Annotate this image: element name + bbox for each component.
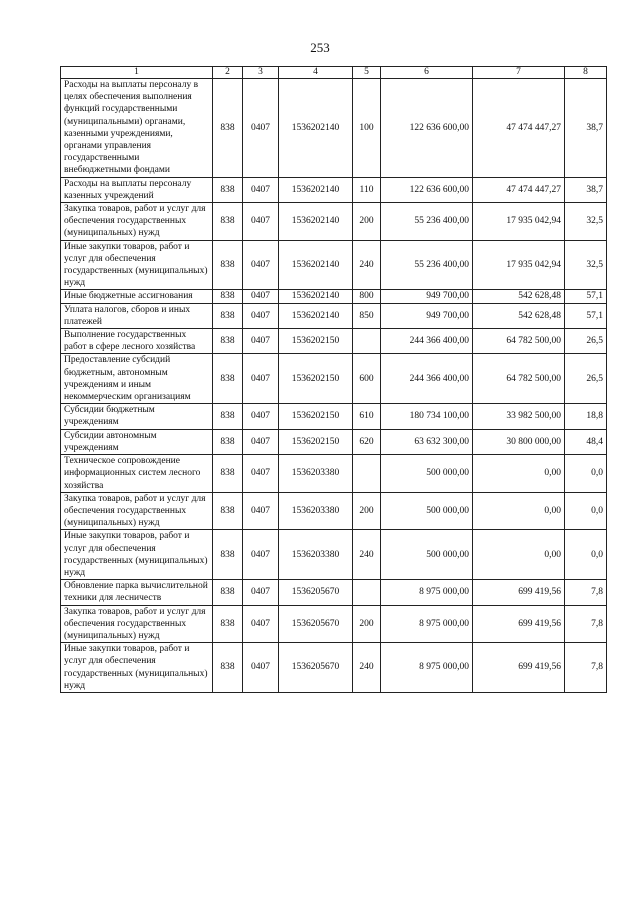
column-header: 8 (565, 67, 607, 79)
table-row (61, 455, 607, 493)
cell-executed: 17 935 042,94 (473, 203, 565, 241)
cell-planned: 949 700,00 (381, 303, 473, 328)
cell-executed: 47 474 447,27 (473, 79, 565, 178)
cell-percent: 26,5 (565, 354, 607, 404)
cell-planned: 949 700,00 (381, 290, 473, 303)
cell-percent: 32,5 (565, 240, 607, 290)
cell-executed: 699 419,56 (473, 605, 565, 643)
cell-section: 0407 (243, 605, 279, 643)
cell-ministry: 838 (213, 530, 243, 580)
cell-percent: 18,8 (565, 404, 607, 429)
cell-executed: 0,00 (473, 455, 565, 493)
cell-ministry: 838 (213, 429, 243, 454)
row-name: Иные закупки товаров, работ и услуг для обеспечения государственных (муниципальных) нужд (61, 240, 213, 290)
cell-ministry: 838 (213, 404, 243, 429)
cell-planned: 500 000,00 (381, 455, 473, 493)
cell-expense-type: 110 (353, 177, 381, 202)
row-name: Выполнение государственных работ в сфере лесного хозяйства (61, 329, 213, 354)
cell-percent: 0,0 (565, 455, 607, 493)
cell-target-article: 1536205670 (279, 605, 353, 643)
column-header-row (61, 67, 607, 79)
table-row (61, 643, 607, 693)
column-header: 6 (381, 67, 473, 79)
cell-expense-type (353, 329, 381, 354)
cell-expense-type: 610 (353, 404, 381, 429)
cell-expense-type: 240 (353, 530, 381, 580)
cell-executed: 699 419,56 (473, 580, 565, 605)
cell-percent: 38,7 (565, 177, 607, 202)
column-header: 2 (213, 67, 243, 79)
cell-planned: 500 000,00 (381, 492, 473, 530)
column-header: 4 (279, 67, 353, 79)
table-row (61, 290, 607, 303)
cell-section: 0407 (243, 303, 279, 328)
cell-expense-type: 200 (353, 605, 381, 643)
cell-planned: 55 236 400,00 (381, 203, 473, 241)
cell-planned: 122 636 600,00 (381, 177, 473, 202)
cell-expense-type (353, 580, 381, 605)
cell-section: 0407 (243, 492, 279, 530)
row-name: Субсидии автономным учреждениям (61, 429, 213, 454)
table-row (61, 303, 607, 328)
cell-target-article: 1536205670 (279, 643, 353, 693)
cell-ministry: 838 (213, 303, 243, 328)
cell-expense-type: 240 (353, 240, 381, 290)
cell-expense-type: 850 (353, 303, 381, 328)
table-row (61, 354, 607, 404)
cell-planned: 244 366 400,00 (381, 354, 473, 404)
cell-section: 0407 (243, 290, 279, 303)
cell-section: 0407 (243, 643, 279, 693)
cell-ministry: 838 (213, 643, 243, 693)
row-name: Закупка товаров, работ и услуг для обеспечения государственных (муниципальных) нужд (61, 492, 213, 530)
cell-planned: 244 366 400,00 (381, 329, 473, 354)
cell-executed: 47 474 447,27 (473, 177, 565, 202)
cell-percent: 32,5 (565, 203, 607, 241)
cell-percent: 0,0 (565, 530, 607, 580)
cell-expense-type: 620 (353, 429, 381, 454)
row-name: Обновление парка вычислительной техники для лесничеств (61, 580, 213, 605)
row-name: Иные закупки товаров, работ и услуг для обеспечения государственных (муниципальных) нужд (61, 530, 213, 580)
column-header: 1 (61, 67, 213, 79)
cell-section: 0407 (243, 404, 279, 429)
cell-target-article: 1536203380 (279, 455, 353, 493)
table-row (61, 605, 607, 643)
cell-expense-type: 200 (353, 492, 381, 530)
cell-target-article: 1536202150 (279, 329, 353, 354)
cell-percent: 38,7 (565, 79, 607, 178)
cell-planned: 55 236 400,00 (381, 240, 473, 290)
row-name: Закупка товаров, работ и услуг для обеспечения государственных (муниципальных) нужд (61, 605, 213, 643)
cell-percent: 7,8 (565, 643, 607, 693)
cell-ministry: 838 (213, 290, 243, 303)
cell-planned: 63 632 300,00 (381, 429, 473, 454)
cell-percent: 7,8 (565, 605, 607, 643)
cell-section: 0407 (243, 354, 279, 404)
table-row (61, 492, 607, 530)
cell-planned: 180 734 100,00 (381, 404, 473, 429)
cell-target-article: 1536202150 (279, 354, 353, 404)
cell-planned: 500 000,00 (381, 530, 473, 580)
cell-target-article: 1536205670 (279, 580, 353, 605)
cell-section: 0407 (243, 240, 279, 290)
row-name: Иные бюджетные ассигнования (61, 290, 213, 303)
cell-percent: 7,8 (565, 580, 607, 605)
cell-section: 0407 (243, 530, 279, 580)
row-name: Закупка товаров, работ и услуг для обеспечения государственных (муниципальных) нужд (61, 203, 213, 241)
cell-ministry: 838 (213, 177, 243, 202)
cell-executed: 542 628,48 (473, 303, 565, 328)
cell-target-article: 1536203380 (279, 530, 353, 580)
cell-ministry: 838 (213, 605, 243, 643)
cell-target-article: 1536202140 (279, 203, 353, 241)
row-name: Субсидии бюджетным учреждениям (61, 404, 213, 429)
table-row (61, 329, 607, 354)
cell-ministry: 838 (213, 203, 243, 241)
cell-expense-type (353, 455, 381, 493)
row-name: Предоставление субсидий бюджетным, автономным учреждениям и иным некоммерческим организациям (61, 354, 213, 404)
cell-planned: 8 975 000,00 (381, 605, 473, 643)
cell-section: 0407 (243, 203, 279, 241)
cell-target-article: 1536202150 (279, 429, 353, 454)
cell-ministry: 838 (213, 354, 243, 404)
cell-executed: 64 782 500,00 (473, 329, 565, 354)
table-row (61, 203, 607, 241)
cell-target-article: 1536202140 (279, 177, 353, 202)
table-row (61, 404, 607, 429)
row-name: Техническое сопровождение информационных систем лесного хозяйства (61, 455, 213, 493)
cell-ministry: 838 (213, 455, 243, 493)
cell-percent: 57,1 (565, 290, 607, 303)
cell-percent: 0,0 (565, 492, 607, 530)
cell-planned: 122 636 600,00 (381, 79, 473, 178)
column-header: 5 (353, 67, 381, 79)
row-name: Иные закупки товаров, работ и услуг для обеспечения государственных (муниципальных) нужд (61, 643, 213, 693)
cell-percent: 48,4 (565, 429, 607, 454)
cell-percent: 57,1 (565, 303, 607, 328)
cell-executed: 0,00 (473, 492, 565, 530)
cell-expense-type: 200 (353, 203, 381, 241)
cell-percent: 26,5 (565, 329, 607, 354)
table-row (61, 240, 607, 290)
cell-section: 0407 (243, 177, 279, 202)
column-header: 3 (243, 67, 279, 79)
cell-section: 0407 (243, 455, 279, 493)
cell-ministry: 838 (213, 329, 243, 354)
cell-target-article: 1536202140 (279, 240, 353, 290)
cell-ministry: 838 (213, 79, 243, 178)
cell-target-article: 1536202150 (279, 404, 353, 429)
cell-planned: 8 975 000,00 (381, 580, 473, 605)
cell-ministry: 838 (213, 240, 243, 290)
cell-target-article: 1536202140 (279, 303, 353, 328)
cell-target-article: 1536202140 (279, 79, 353, 178)
cell-executed: 64 782 500,00 (473, 354, 565, 404)
cell-executed: 17 935 042,94 (473, 240, 565, 290)
cell-executed: 33 982 500,00 (473, 404, 565, 429)
cell-section: 0407 (243, 79, 279, 178)
cell-executed: 699 419,56 (473, 643, 565, 693)
column-header: 7 (473, 67, 565, 79)
cell-expense-type: 100 (353, 79, 381, 178)
cell-executed: 542 628,48 (473, 290, 565, 303)
cell-target-article: 1536202140 (279, 290, 353, 303)
page-number: 253 (310, 40, 330, 55)
table-row (61, 177, 607, 202)
cell-section: 0407 (243, 429, 279, 454)
row-name: Расходы на выплаты персоналу казенных учреждений (61, 177, 213, 202)
row-name: Уплата налогов, сборов и иных платежей (61, 303, 213, 328)
cell-expense-type: 800 (353, 290, 381, 303)
table-row (61, 530, 607, 580)
cell-section: 0407 (243, 329, 279, 354)
table-row (61, 580, 607, 605)
budget-table (60, 66, 607, 693)
cell-planned: 8 975 000,00 (381, 643, 473, 693)
table-row (61, 429, 607, 454)
cell-ministry: 838 (213, 580, 243, 605)
cell-executed: 30 800 000,00 (473, 429, 565, 454)
cell-expense-type: 600 (353, 354, 381, 404)
table-row (61, 79, 607, 178)
cell-section: 0407 (243, 580, 279, 605)
cell-ministry: 838 (213, 492, 243, 530)
cell-target-article: 1536203380 (279, 492, 353, 530)
row-name: Расходы на выплаты персоналу в целях обеспечения выполнения функций государственными (муниципальными) органами, казенными учреждениями, органами управления государственными внебюджетными фондами (61, 79, 213, 178)
cell-expense-type: 240 (353, 643, 381, 693)
cell-executed: 0,00 (473, 530, 565, 580)
